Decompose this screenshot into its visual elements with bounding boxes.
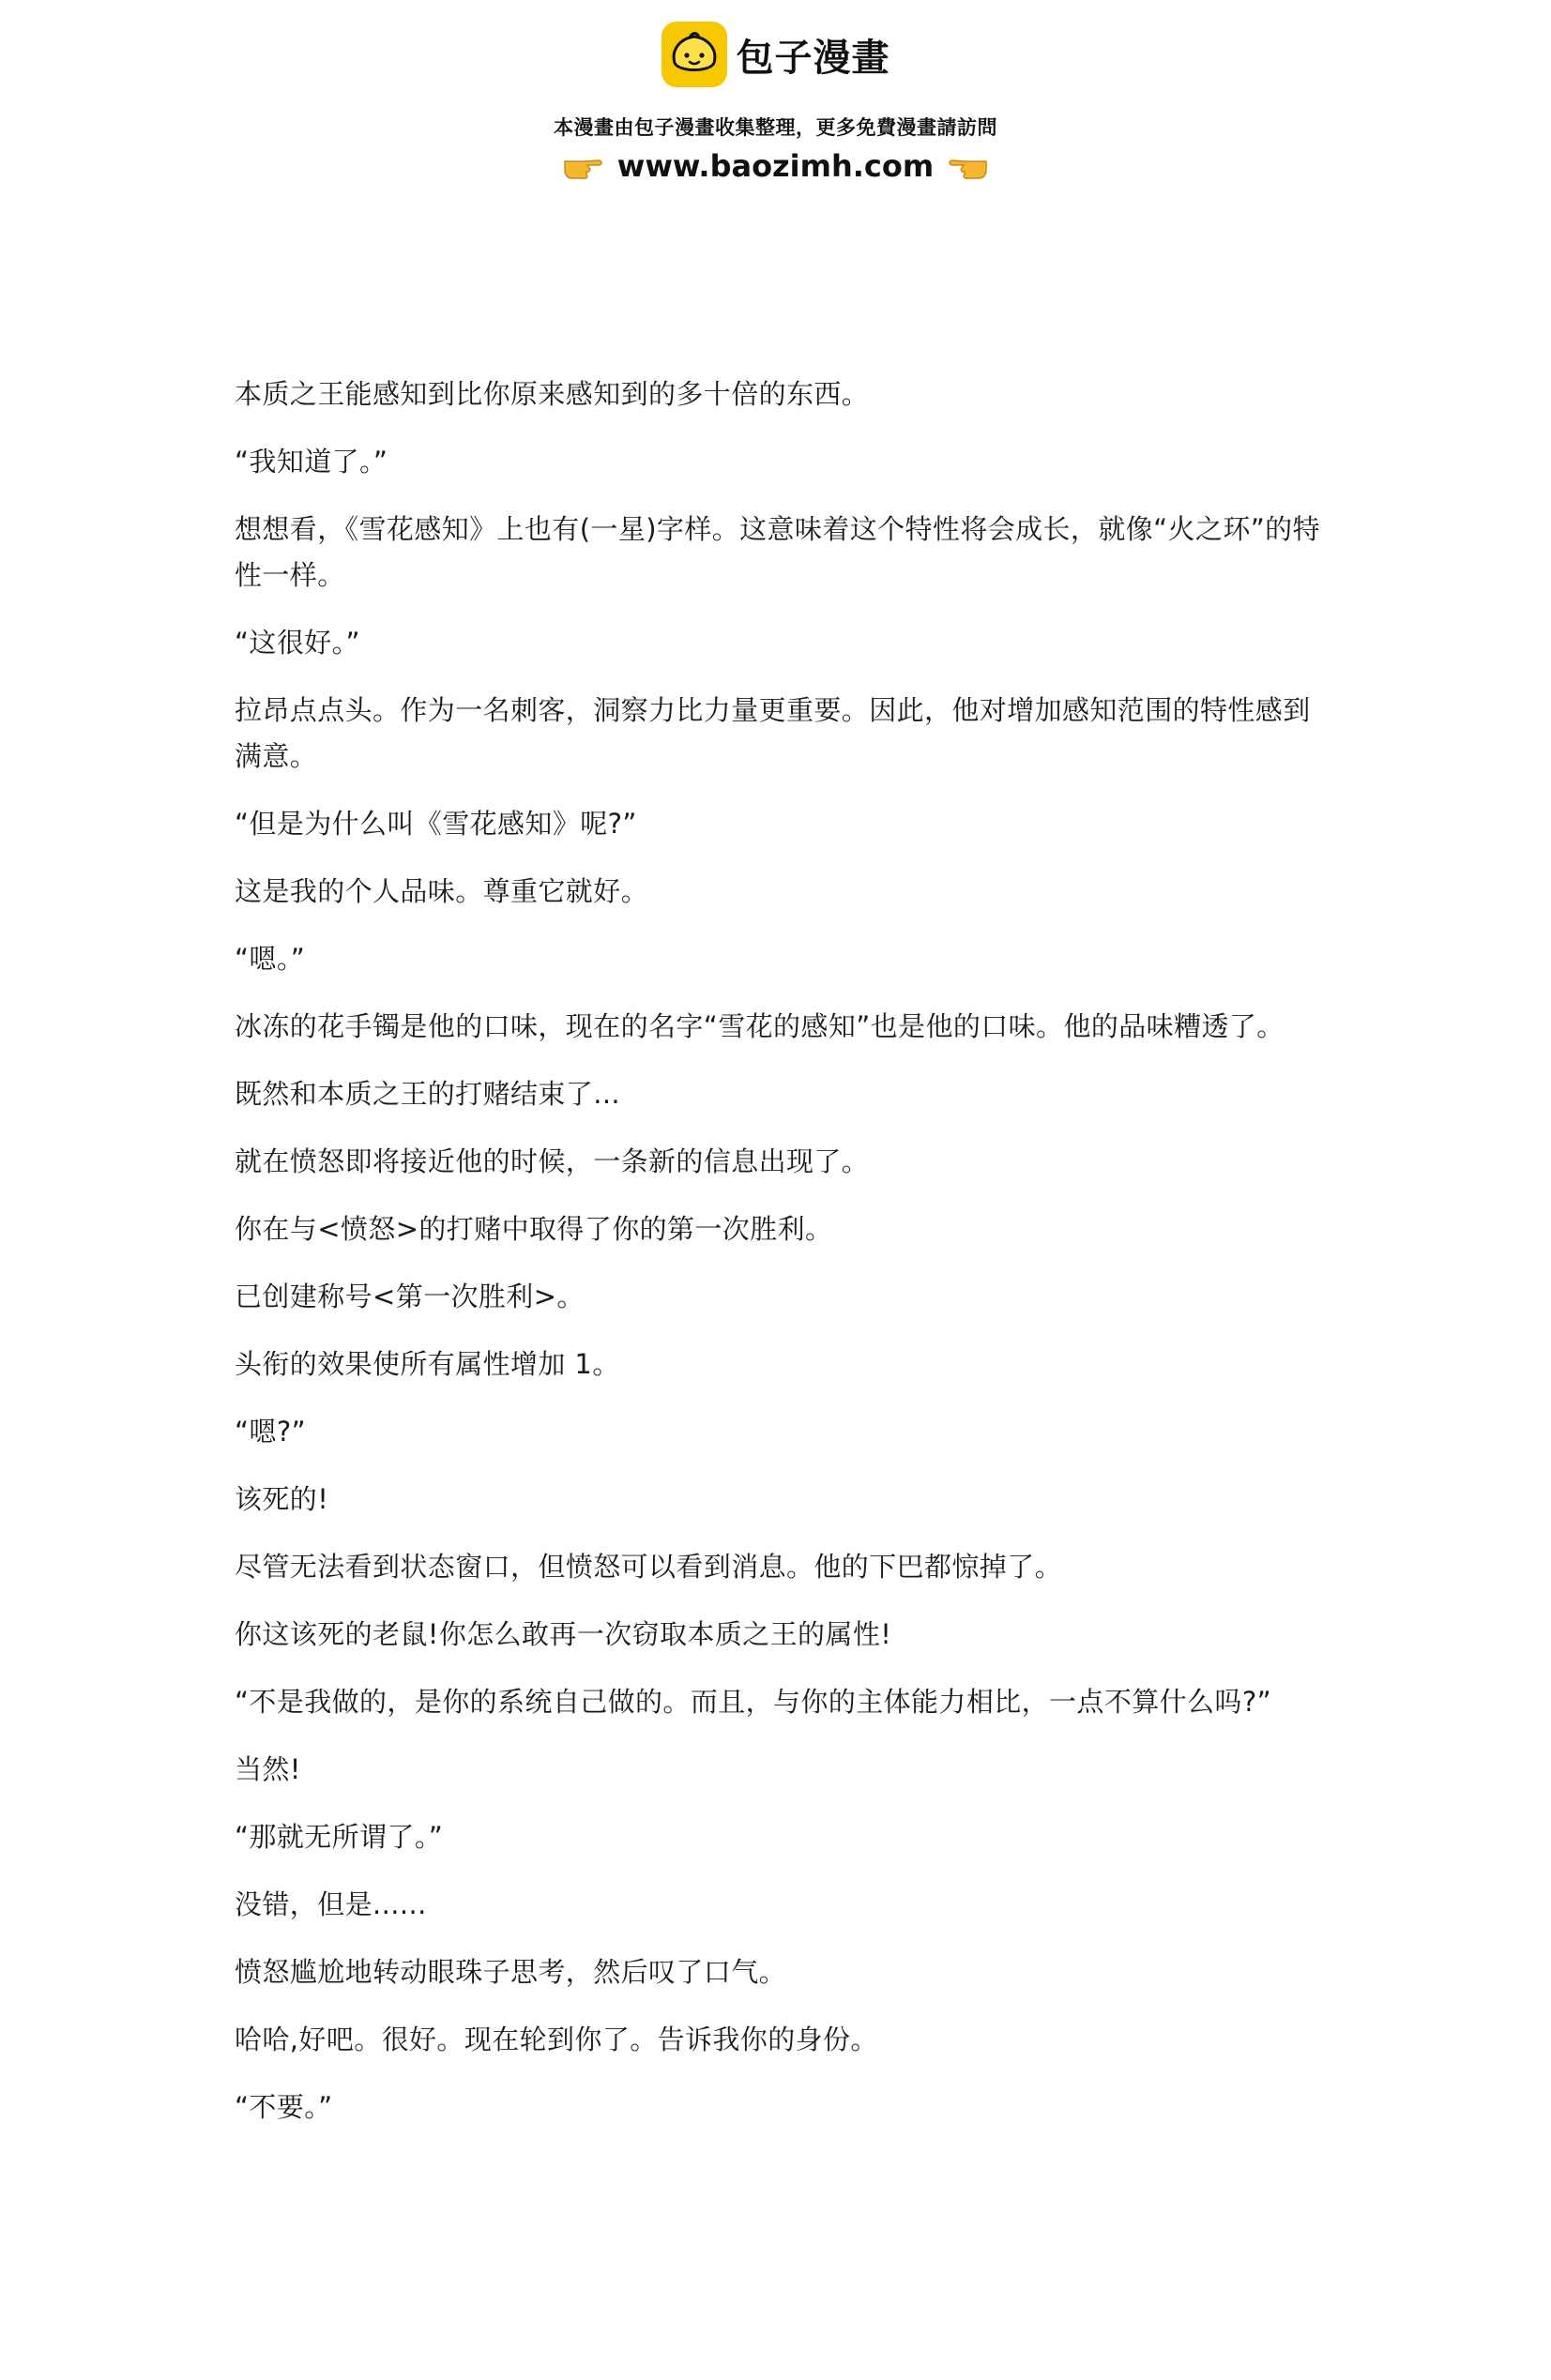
paragraph: “不要。” — [235, 2091, 333, 2123]
chapter-text — [235, 371, 1323, 2152]
site-link-row[interactable] — [0, 148, 1551, 184]
paragraph: 尽管无法看到状态窗口，但愤怒可以看到消息。他的下巴都惊掉了。 — [235, 1551, 1063, 1583]
paragraph: 已创建称号<第一次胜利>。 — [235, 1281, 585, 1312]
paragraph: 你这该死的老鼠!你怎么敢再一次窃取本质之王的属性! — [235, 1618, 892, 1650]
brand-logo[interactable] — [0, 17, 1551, 92]
pointing-right-hand-icon — [561, 150, 604, 182]
paragraph: 你在与<愤怒>的打赌中取得了你的第一次胜利。 — [235, 1213, 833, 1245]
paragraph: “我知道了。” — [235, 446, 388, 478]
paragraph: “嗯?” — [235, 1416, 307, 1448]
bun-mascot-icon — [661, 22, 727, 87]
paragraph: 这是我的个人品味。尊重它就好。 — [235, 875, 649, 907]
paragraph: “嗯。” — [235, 943, 306, 975]
paragraph: “那就无所谓了。” — [235, 1821, 444, 1853]
site-url-link[interactable]: www.baozimh.com — [616, 148, 935, 184]
paragraph: 既然和本质之王的打赌结束了... — [235, 1078, 621, 1110]
paragraph: 想想看，《雪花感知》上也有(一星)字样。这意味着这个特性将会成长，就像“火之环”的特性一样。 — [235, 513, 1320, 591]
paragraph: 当然! — [235, 1753, 301, 1785]
paragraph: “不是我做的，是你的系统自己做的。而且，与你的主体能力相比，一点不算什么吗?” — [235, 1686, 1272, 1718]
paragraph: 就在愤怒即将接近他的时候，一条新的信息出现了。 — [235, 1145, 870, 1177]
promo-tagline: 本漫畫由包子漫畫收集整理，更多免費漫畫請訪問 — [554, 116, 997, 139]
paragraph: 没错，但是...... — [235, 1888, 427, 1920]
paragraph: 哈哈,好吧。很好。现在轮到你了。告诉我你的身份。 — [235, 2024, 878, 2055]
paragraph: 头衔的效果使所有属性增加 1。 — [235, 1348, 620, 1380]
paragraph: 冰冻的花手镯是他的口味，现在的名字“雪花的感知”也是他的口味。他的品味糟透了。 — [235, 1010, 1285, 1042]
brand-name: 包子漫畫 — [736, 36, 890, 80]
paragraph: 本质之王能感知到比你原来感知到的多十倍的东西。 — [235, 378, 870, 410]
site-header — [0, 17, 1551, 184]
paragraph: 该死的! — [235, 1483, 329, 1515]
paragraph: “但是为什么叫《雪花感知》呢?” — [235, 808, 637, 840]
paragraph: 愤怒尴尬地转动眼珠子思考，然后叹了口气。 — [235, 1956, 787, 1988]
paragraph: “这很好。” — [235, 627, 360, 659]
paragraph: 拉昂点点头。作为一名刺客，洞察力比力量更重要。因此，他对增加感知范围的特性感到满意。 — [235, 694, 1311, 772]
pointing-left-hand-icon — [947, 150, 990, 182]
